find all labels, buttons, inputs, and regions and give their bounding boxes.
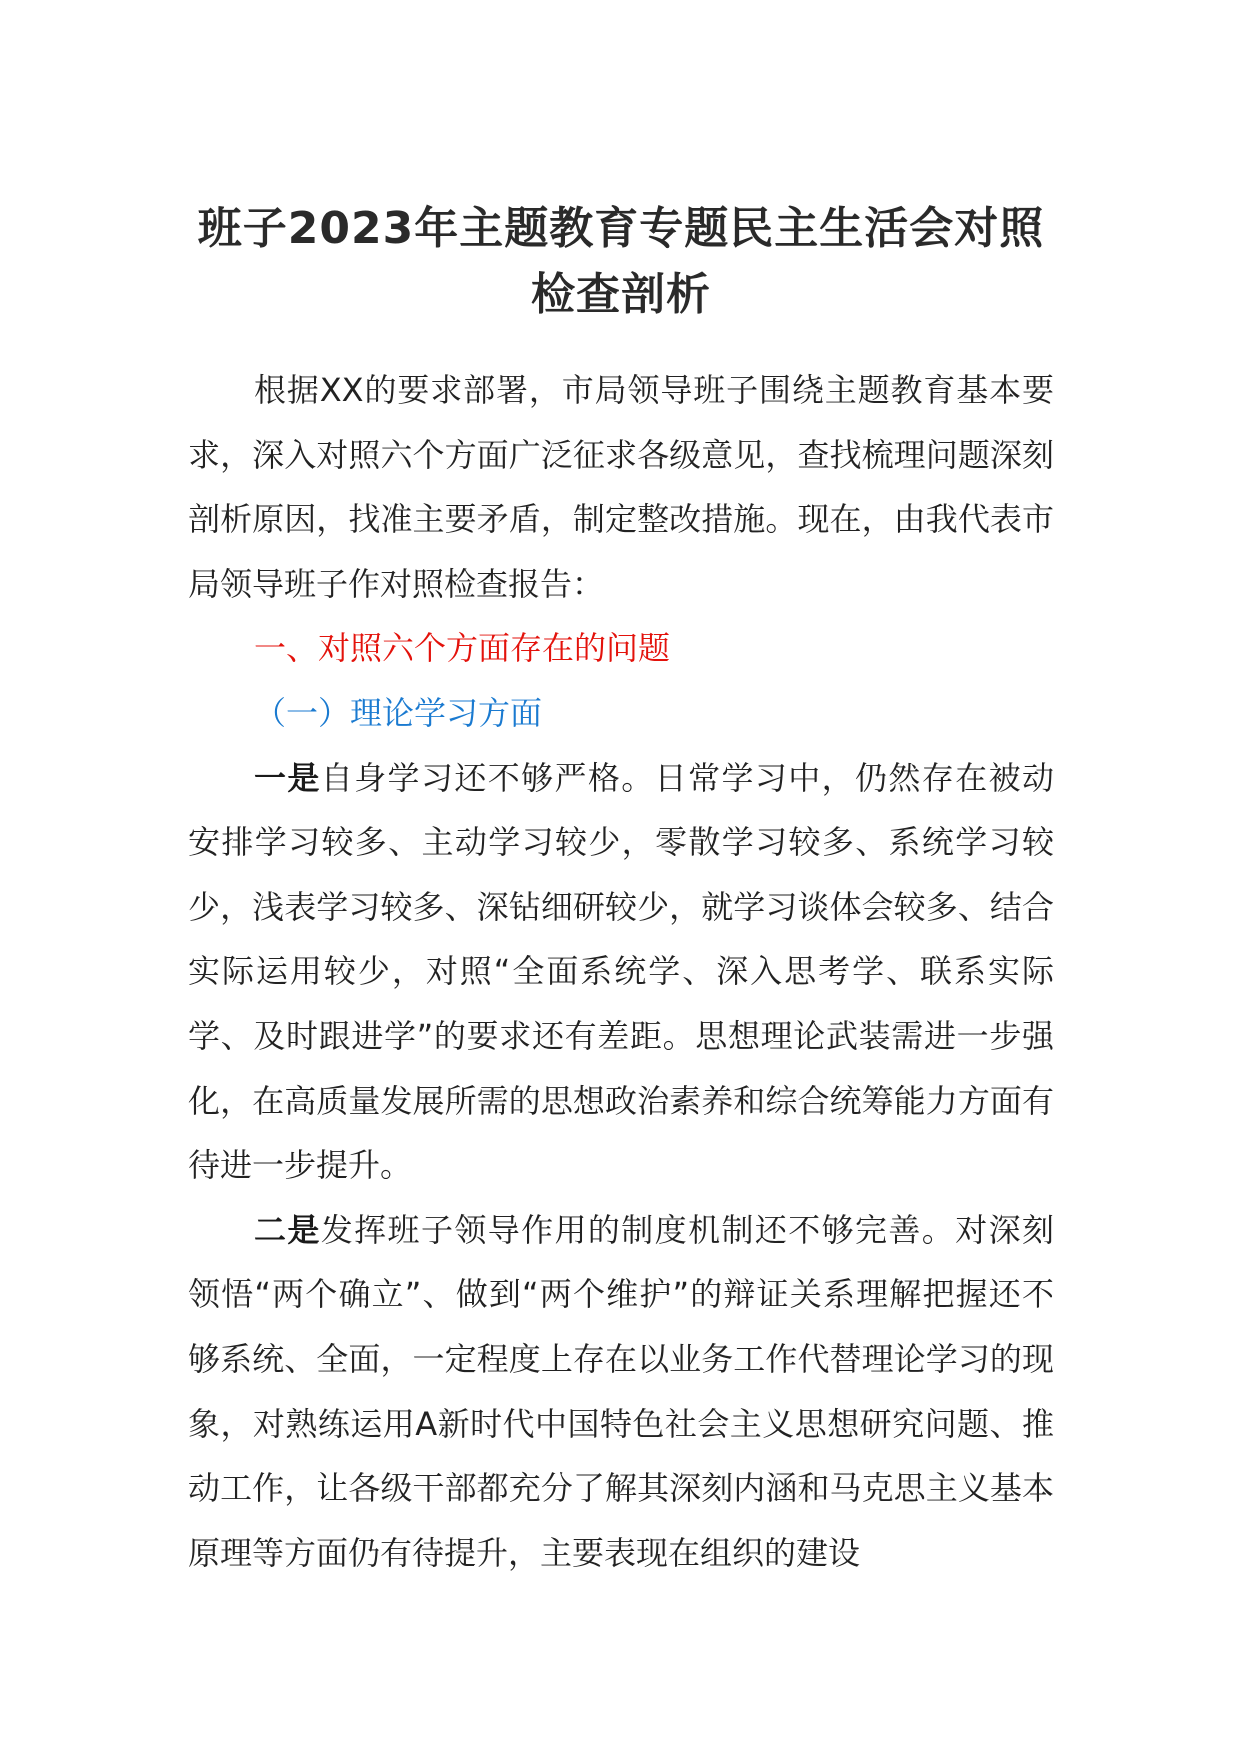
point-one-paragraph <box>188 746 1054 1198</box>
point-two-lead: 二是 <box>254 1210 321 1249</box>
document-title: 班子2023年主题教育专题民主生活会对照检查剖析 <box>197 203 1045 320</box>
subsection-heading: （一）理论学习方面 <box>254 693 543 732</box>
point-two-text: 发挥班子领导作用的制度机制还不够完善。对深刻领悟“两个确立”、做到“两个维护”的辩证关系理解把握还不够系统、全面，一定程度上存在以业务工作代替理论学习的现象，对熟练运用A新时代中国特色社会主义思想研究问题、推动工作，让各级干部都充分了解其深刻内涵和马克思主义基本原理等方面仍有待提升，主要表现在组织的建设 <box>188 1210 1054 1572</box>
point-one-text: 自身学习还不够严格。日常学习中，仍然存在被动安排学习较多、主动学习较少，零散学习较多、系统学习较少，浅表学习较多、深钻细研较少，就学习谈体会较多、结合实际运用较少，对照“全面系统学、深入思考学、联系实际学、及时跟进学”的要求还有差距。思想理论武装需进一步强化，在高质量发展所需的思想政治素养和综合统筹能力方面有待进一步提升。 <box>188 758 1054 1185</box>
section-heading: 一、对照六个方面存在的问题 <box>254 629 671 668</box>
intro-paragraph: 根据XX的要求部署，市局领导班子围绕主题教育基本要求，深入对照六个方面广泛征求各级意见，查找梳理问题深刻剖析原因，找准主要矛盾，制定整改措施。现在，由我代表市局领导班子作对照检查报告： <box>188 371 1054 603</box>
document-body <box>188 358 1054 1585</box>
point-two-paragraph <box>188 1198 1054 1586</box>
point-one-lead: 一是 <box>254 758 321 797</box>
